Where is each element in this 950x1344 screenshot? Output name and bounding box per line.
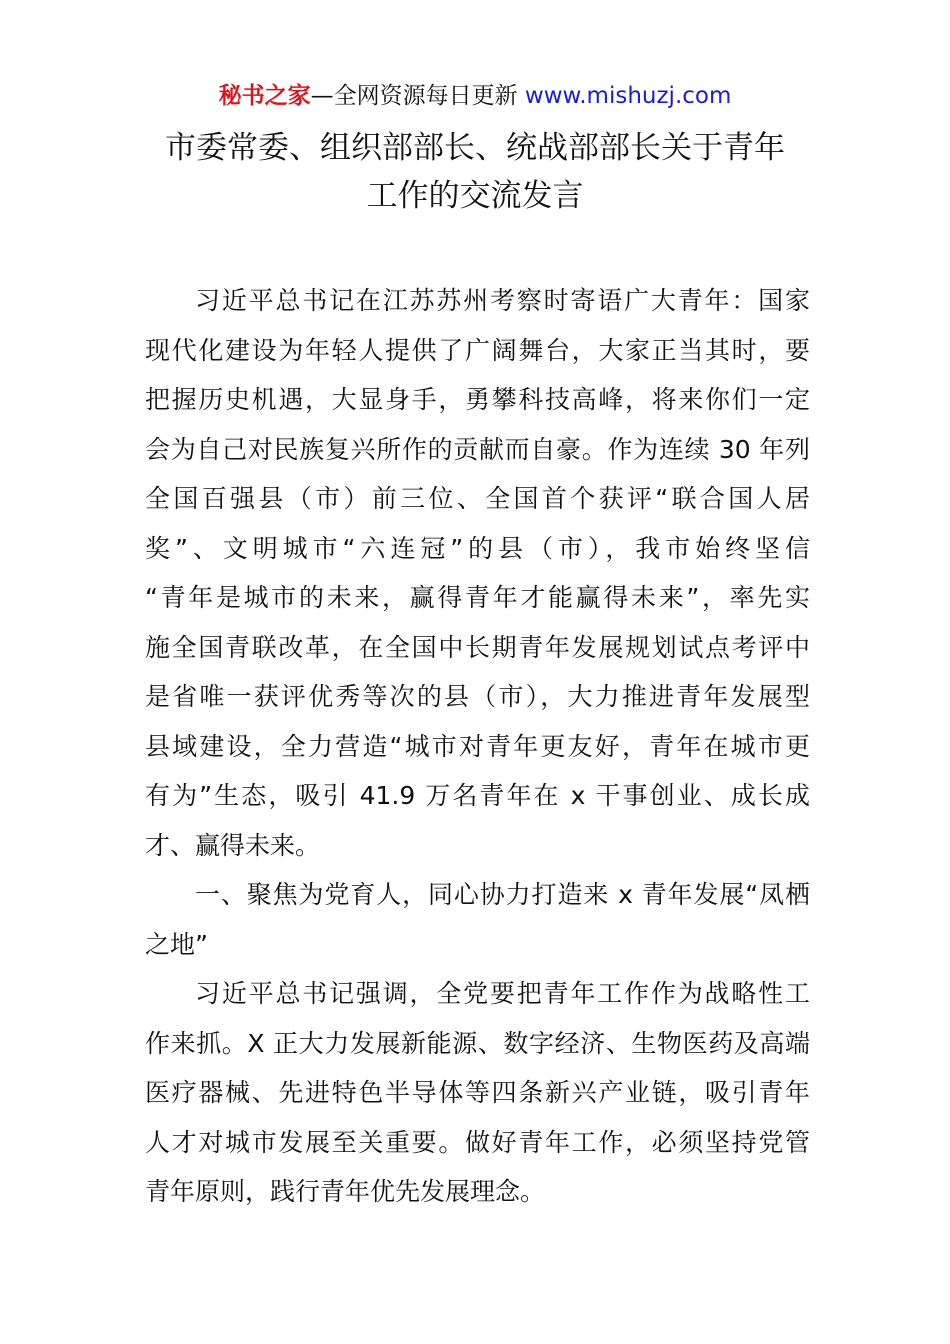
section-heading-1 (145, 870, 810, 969)
paragraph-line: 施全国青联改革，在全国中长期青年发展规划试点考评中 (145, 632, 810, 662)
header-tagline: —全网资源每日更新 (310, 83, 525, 109)
paragraph-line: 才、赢得未来。 (145, 830, 321, 860)
paragraph-line: “青年是城市的未来，赢得青年才能赢得未来”，率先实 (145, 583, 810, 612)
paragraph-line: 习近平总书记在江苏苏州考察时寄语广大青年：国家 (195, 286, 810, 315)
paragraph-line: 习近平总书记强调，全党要把青年工作作为战略性工 (195, 979, 810, 1008)
document-title (120, 124, 830, 220)
paragraph-line: 作来抓。X 正大力发展新能源、数字经济、生物医药及高端 (145, 1028, 810, 1058)
heading-line: 一、聚焦为党育人，同心协力打造来 x 青年发展“凤栖 (195, 880, 810, 909)
document-body (145, 276, 810, 1217)
paragraph-line: 人才对城市发展至关重要。做好青年工作，必须坚持党管 (145, 1127, 810, 1157)
site-url[interactable]: www.mishuzj.com (524, 83, 732, 109)
heading-line: 之地” (145, 929, 208, 959)
paragraph-line: 全国百强县（市）前三位、全国首个获评“联合国人居 (145, 484, 810, 513)
title-line-1: 市委常委、组织部部长、统战部部长关于青年 (165, 130, 785, 166)
paragraph-line: 现代化建设为年轻人提供了广阔舞台，大家正当其时，要 (145, 335, 810, 365)
paragraph-1 (145, 276, 810, 870)
paragraph-line: 会为自己对民族复兴所作的贡献而自豪。作为连续 30 年列 (145, 434, 810, 464)
title-line-2: 工作的交流发言 (366, 178, 584, 214)
paragraph-line: 把握历史机遇，大显身手，勇攀科技高峰，将来你们一定 (145, 385, 810, 414)
paragraph-line: 有为”生态，吸引 41.9 万名青年在 x 干事创业、成长成 (145, 781, 810, 810)
brand-name: 秘书之家 (218, 83, 311, 109)
paragraph-line: 奖”、文明城市“六连冠”的县（市），我市始终坚信 (145, 533, 810, 563)
paragraph-line: 县域建设，全力营造“城市对青年更友好，青年在城市更 (145, 731, 810, 761)
site-header (0, 80, 950, 112)
paragraph-line: 青年原则，践行青年优先发展理念。 (145, 1177, 546, 1206)
paragraph-line: 医疗器械、先进特色半导体等四条新兴产业链，吸引青年 (145, 1078, 810, 1107)
paragraph-line: 是省唯一获评优秀等次的县（市），大力推进青年发展型 (145, 682, 810, 711)
paragraph-2 (145, 969, 810, 1217)
